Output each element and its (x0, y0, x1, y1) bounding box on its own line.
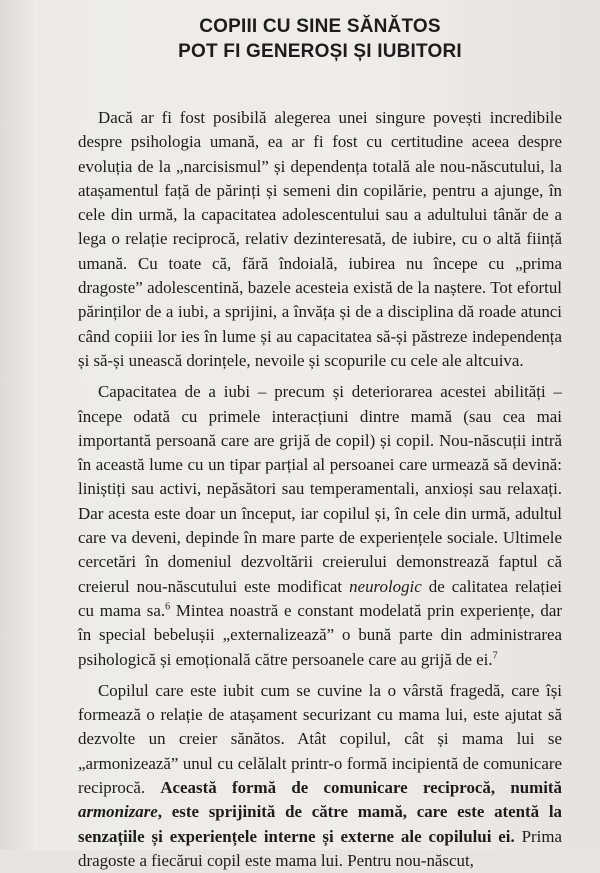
footnote-ref-7: 7 (492, 649, 498, 661)
chapter-title (78, 14, 562, 64)
paragraph-2 (78, 380, 562, 672)
chapter-title-line-1: COPIII CU SINE SĂNĂTOS (199, 16, 441, 37)
paragraph-3-bold-a: Această formă de comunicare reciprocă, numită (160, 778, 562, 798)
paragraph-3-bold-b: , este sprijinită de către mamă, care este atentă la senzațiile și experiențele interne și externe ale copilului ei. (78, 802, 562, 846)
paragraph-3-text-b: Prima dragoste a fiecărui copil este mama lui. Pentru nou-născut, (78, 826, 562, 870)
paragraph-1: Dacă ar fi fost posibilă alegerea unei singure povești incredibile despre psihologia umană, ea ar fi fost cu certitudine aceea despre evoluția de la „narcisismul” și dependența totală ale nou-născutului, la atașamentul față de părinți și semeni din copilărie, pentru a ajunge, în cele din urmă, la capacitatea adolescentului sau a adultului tânăr de a lega o relație reciprocă, relativ dezinteresată, de iubire, cu o altă ființă umană. Cu toate că, fără îndoială, iubirea nu începe cu „prima dragoste” adolescentină, bazele acesteia există de la naștere. Tot efortul părinților de a iubi, a sprijini, a învăța și de a disciplina dă roade atunci când copiii lor ies în lume și au capacitatea să-și păstreze independența și să-și unească dorințele, nevoile și scopurile cu cele ale altcuiva. (78, 108, 562, 370)
paragraph-2-text-a: Capacitatea de a iubi – precum și deteriorarea acestei abilități – începe odată cu primele interacțiuni dintre mamă (sau cea mai importantă persoană care are grijă de copil) și copil. Nou-născuții intră în această lume cu un tipar parțial al persoanei care urmează să devină: liniștiți sau activi, nepăsători sau temperamentali, anxioși sau relaxați. Dar acesta este doar un început, iar copilul și, în cele din urmă, adultul care va deveni, depinde în mare parte de experiențele sociale. Ultimele cercetări în domeniul dezvoltării creierului demonstrează faptul că creierul nou-născutului este modificat (78, 382, 562, 596)
paragraph-3-bold-italic-term: armonizare (78, 802, 158, 822)
paragraph-3-text-a: Copilul care este iubit cum se cuvine la o vârstă fragedă, care își formează o relație de atașament securizant cu mama lui, este ajutat să dezvolte un creier sănătos. Atât copilul, cât și mama lui se „armonizează” unul cu celălalt printr-o formă incipientă de comunicare reciprocă. (78, 680, 562, 798)
footnote-ref-6: 6 (165, 601, 171, 613)
paragraph-2-italic-term: neurologic (349, 576, 422, 596)
paragraph-2-text-b: de calitatea relației cu mama sa. (78, 576, 562, 620)
chapter-title-line-2: POT FI GENEROȘI ȘI IUBITORI (178, 41, 462, 62)
paragraph-3 (78, 679, 562, 873)
paragraph-2-text-c: Mintea noastră e constant modelată prin experiențe, dar în special bebelușii „externalizează” o bună parte din administrarea psihologică și emoțională către persoanele care au grijă de ei. (78, 600, 562, 669)
